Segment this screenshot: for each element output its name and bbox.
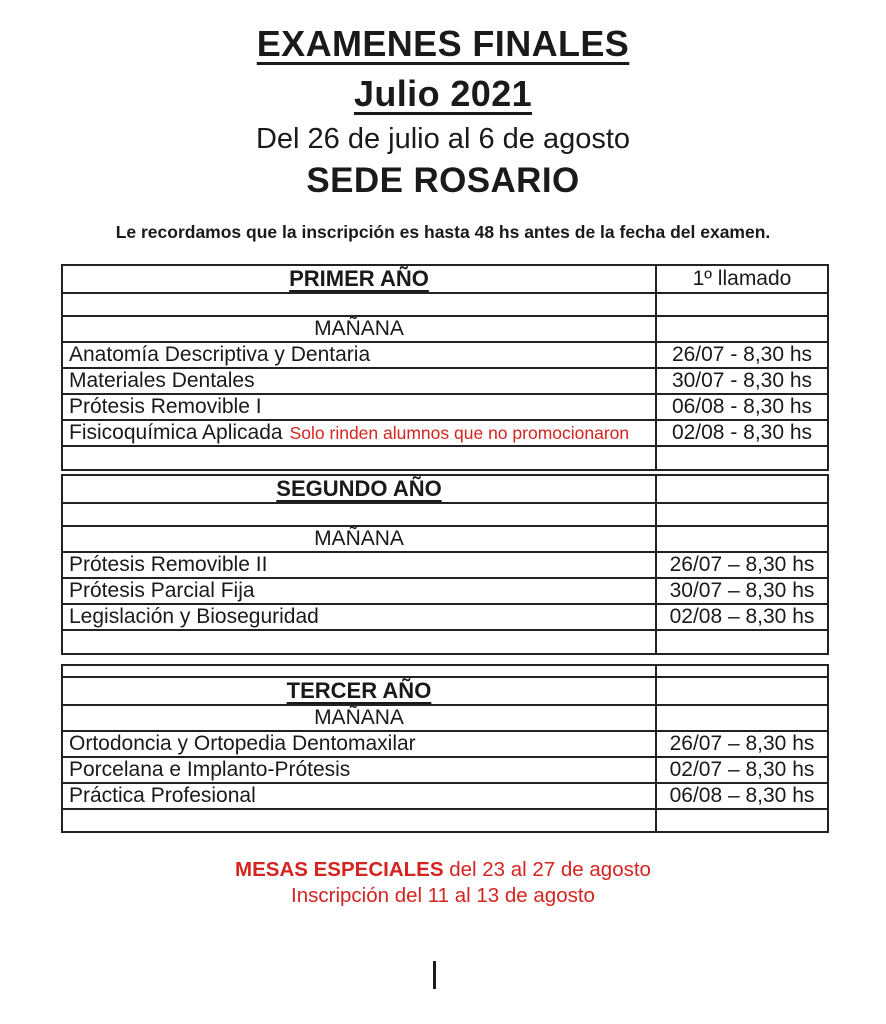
subject-name: Práctica Profesional [69,783,256,807]
subject-row [62,783,828,809]
document-header [0,0,886,243]
doc-title: EXAMENES FINALES [256,23,630,64]
subject-row [62,757,828,783]
subject-note: Solo rinden alumnos que no promocionaron [289,423,630,444]
subject-row [62,578,828,604]
subject-name: Prótesis Removible I [69,395,262,419]
doc-location: SEDE ROSARIO [306,160,580,200]
exam-date: 26/07 – 8,30 hs [656,552,828,578]
shift-row [62,526,828,552]
text-cursor [433,961,436,989]
subject-name: Fisicoquímica Aplicada [69,421,283,445]
special-exams-dates: del 23 al 27 de agosto [449,858,651,882]
subject-name: Ortodoncia y Ortopedia Dentomaxilar [69,731,416,755]
subject-name: Legislación y Bioseguridad [69,605,319,629]
special-inscription-line: Inscripción del 11 al 13 de agosto [291,883,595,907]
section-header-row [62,265,828,293]
section-header-row [62,677,828,705]
exam-date: 06/08 – 8,30 hs [656,783,828,809]
exam-date: 30/07 - 8,30 hs [656,368,828,394]
spacer-row [62,809,828,833]
exam-date: 06/08 - 8,30 hs [656,394,828,420]
subject-row [62,368,828,394]
exam-table-primer-anio [61,264,829,471]
spacer-row [62,293,828,317]
spacer-row [62,503,828,527]
subject-row [62,731,828,757]
inscription-reminder: Le recordamos que la inscripción es hasta 48 hs antes de la fecha del examen. [115,221,771,242]
subject-row [62,342,828,368]
subject-name: Materiales Dentales [69,369,255,393]
document-footer [0,857,886,908]
call-column-header: 1º llamado [656,265,828,293]
shift-row [62,705,828,731]
section-header-row [62,475,828,503]
subject-name: Porcelana e Implanto-Prótesis [69,757,351,781]
exam-date: 02/08 - 8,30 hs [656,420,828,446]
doc-date-range: Del 26 de julio al 6 de agosto [255,123,631,155]
exam-date: 02/07 – 8,30 hs [656,757,828,783]
subject-name: Prótesis Parcial Fija [69,579,255,603]
spacer-row [62,630,828,654]
exam-date: 26/07 – 8,30 hs [656,731,828,757]
shift-label: MAÑANA [62,705,656,731]
subject-row [62,394,828,420]
subject-row [62,420,828,446]
special-exams-line [0,857,886,883]
shift-row [62,316,828,342]
subject-name: Anatomía Descriptiva y Dentaria [69,343,371,367]
shift-label: MAÑANA [62,526,656,552]
shift-label: MAÑANA [62,316,656,342]
subject-row [62,604,828,630]
exam-table-segundo-anio [61,474,829,655]
exam-date: 02/08 – 8,30 hs [656,604,828,630]
section-title: TERCER AÑO [62,677,656,705]
section-title: PRIMER AÑO [62,265,656,293]
subject-row [62,552,828,578]
exam-date: 26/07 - 8,30 hs [656,342,828,368]
spacer-row [62,665,828,677]
doc-period: Julio 2021 [353,73,533,114]
section-title: SEGUNDO AÑO [62,475,656,503]
special-exams-title: MESAS ESPECIALES [235,858,444,882]
exam-table-tercer-anio [61,664,829,834]
spacer-row [62,446,828,470]
exam-date: 30/07 – 8,30 hs [656,578,828,604]
subject-name: Prótesis Removible II [69,553,268,577]
